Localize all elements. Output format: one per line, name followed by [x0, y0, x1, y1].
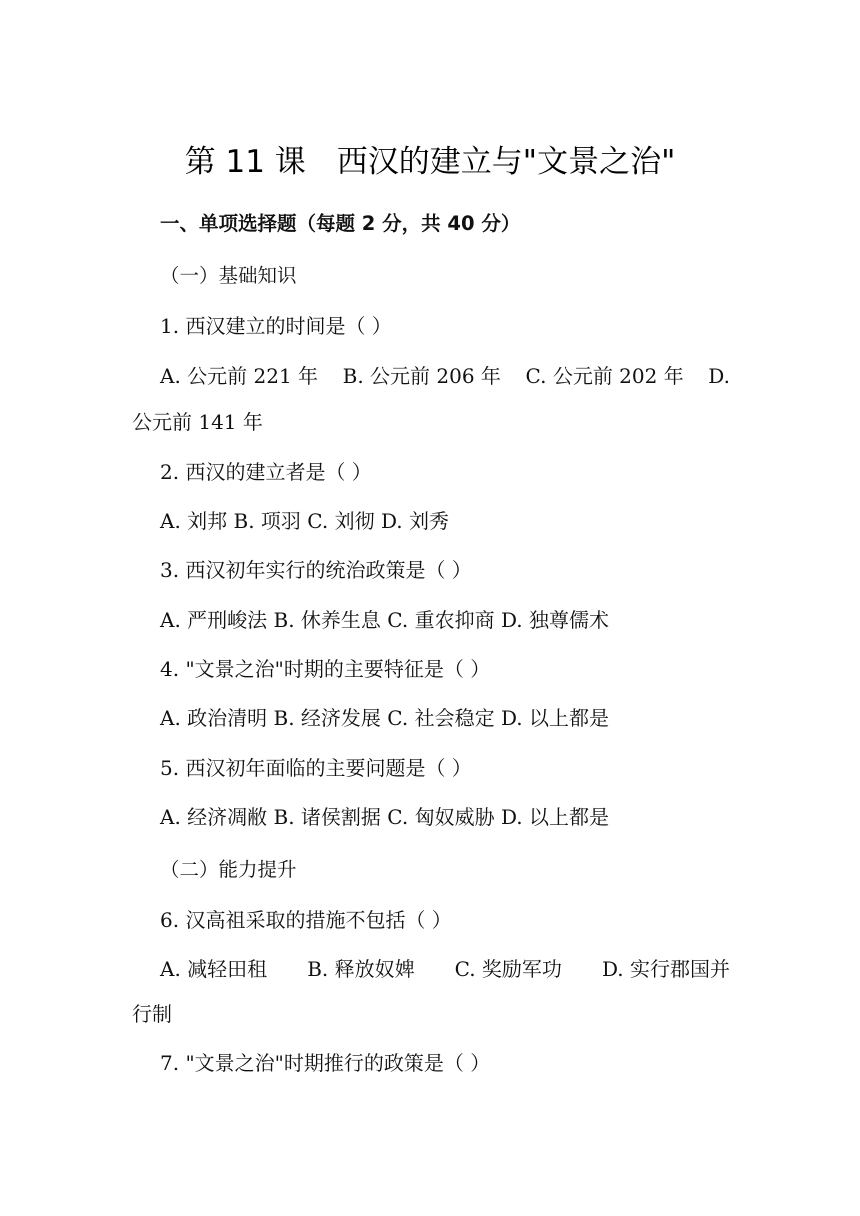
- question-1-options: [160, 358, 730, 394]
- question-3-stem: 3. 西汉初年实行的统治政策是（ ）: [160, 558, 472, 582]
- question-1-option-d: D.: [708, 364, 730, 388]
- section-heading: 一、单项选择题（每题 2 分，共 40 分）: [160, 212, 521, 235]
- question-1-option-b: B. 公元前 206 年: [342, 364, 501, 388]
- question-1-option-a: A. 公元前 221 年: [160, 364, 319, 388]
- question-6-option-d: D. 实行郡国并: [601, 957, 730, 981]
- question-3-options: A. 严刑峻法 B. 休养生息 C. 重农抑商 D. 独尊儒术: [160, 608, 609, 632]
- subsection-heading-advanced: （二）能力提升: [160, 858, 297, 881]
- question-5-options: A. 经济凋敝 B. 诸侯割据 C. 匈奴威胁 D. 以上都是: [160, 805, 609, 829]
- question-6-options: [160, 951, 730, 987]
- question-6-option-d-wrap: 行制: [132, 1002, 172, 1026]
- question-6-stem: 6. 汉高祖采取的措施不包括（ ）: [160, 908, 452, 932]
- question-4-stem: 4. "文景之治"时期的主要特征是（ ）: [160, 657, 491, 681]
- question-1-stem: 1. 西汉建立的时间是（ ）: [160, 314, 392, 338]
- question-7-stem: 7. "文景之治"时期推行的政策是（ ）: [160, 1051, 491, 1075]
- question-6-option-b: B. 释放奴婢: [307, 957, 415, 981]
- question-6-option-a: A. 减轻田租: [160, 957, 268, 981]
- lesson-title: 第 11 课 西汉的建立与"文景之治": [184, 144, 676, 180]
- question-1-option-c: C. 公元前 202 年: [525, 364, 684, 388]
- subsection-heading-basic: （一）基础知识: [160, 264, 297, 287]
- question-5-stem: 5. 西汉初年面临的主要问题是（ ）: [160, 756, 472, 780]
- question-4-options: A. 政治清明 B. 经济发展 C. 社会稳定 D. 以上都是: [160, 706, 609, 730]
- question-6-option-c: C. 奖励军功: [454, 957, 562, 981]
- question-2-stem: 2. 西汉的建立者是（ ）: [160, 460, 372, 484]
- question-1-option-d-wrap: 公元前 141 年: [132, 410, 263, 434]
- question-2-options: A. 刘邦 B. 项羽 C. 刘彻 D. 刘秀: [160, 509, 449, 533]
